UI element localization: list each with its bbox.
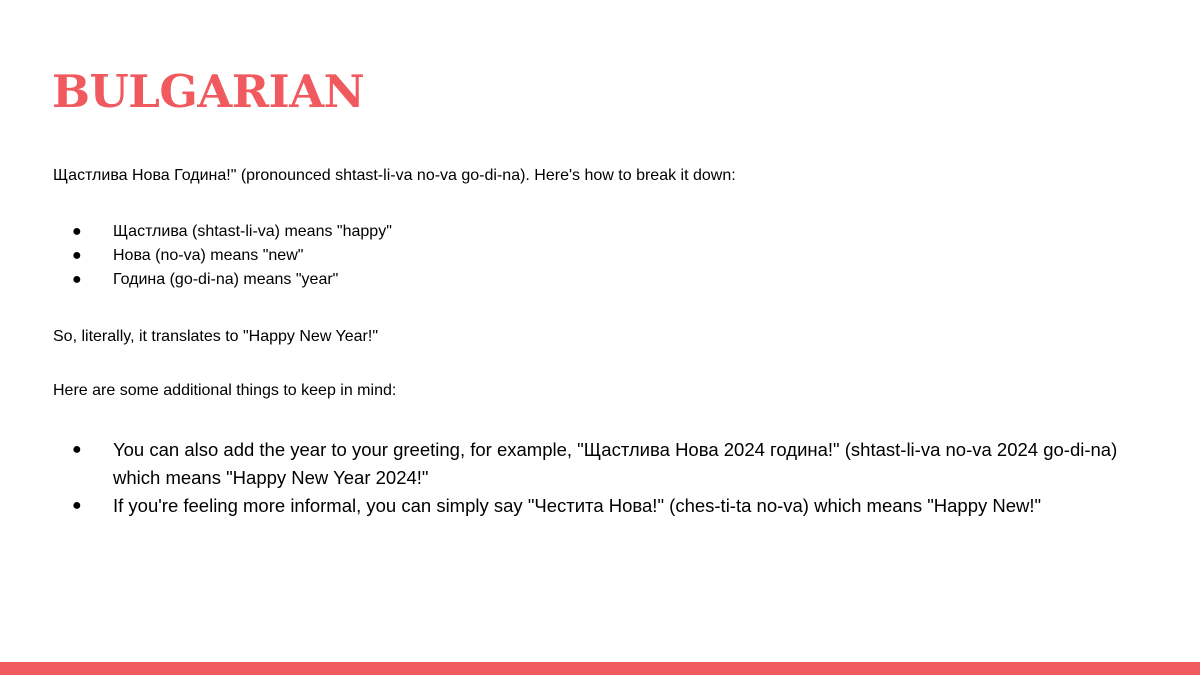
list-item-text: Нова (no-va) means "new" bbox=[113, 247, 304, 264]
bullet-icon: ● bbox=[72, 497, 82, 514]
bullet-icon: ● bbox=[72, 223, 82, 240]
list-item-text: Щастлива (shtast-li-va) means "happy" bbox=[113, 223, 392, 240]
bullet-icon: ● bbox=[72, 441, 82, 458]
tips-list bbox=[53, 436, 1133, 520]
bullet-icon: ● bbox=[72, 271, 82, 288]
list-item bbox=[53, 220, 392, 244]
list-item-text: If you're feeling more informal, you can simply say "Честита Нова!" (ches-ti-ta no-va) which means "Happy New!" bbox=[113, 495, 1042, 516]
list-item bbox=[53, 268, 392, 292]
list-item-text: You can also add the year to your greeting, for example, "Щастлива Нова 2024 година!" (shtast-li-va no-va 2024 go-di-na) which means "Happy New Year 2024!" bbox=[113, 439, 1118, 488]
intro-paragraph: Щастлива Нова Година!" (pronounced shtast-li-va no-va go-di-na). Here's how to break it down: bbox=[53, 167, 736, 184]
slide-title: BULGARIAN bbox=[52, 65, 365, 118]
list-item bbox=[53, 436, 1133, 492]
bullet-icon: ● bbox=[72, 247, 82, 264]
literal-translation: So, literally, it translates to "Happy New Year!" bbox=[53, 328, 378, 345]
breakdown-list bbox=[53, 220, 392, 292]
list-item bbox=[53, 492, 1133, 520]
list-item-text: Година (go-di-na) means "year" bbox=[113, 271, 339, 288]
additional-heading: Here are some additional things to keep in mind: bbox=[53, 382, 397, 399]
bottom-accent-bar bbox=[0, 662, 1200, 675]
list-item bbox=[53, 244, 392, 268]
